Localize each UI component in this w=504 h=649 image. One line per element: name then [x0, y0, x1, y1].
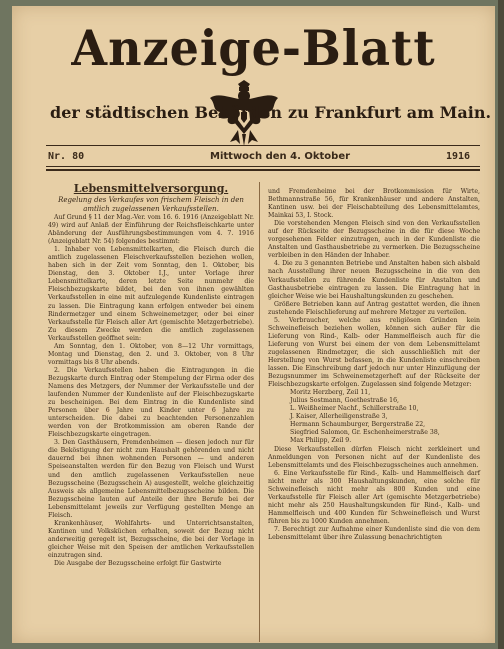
right-column [268, 188, 480, 542]
butcher-entry: Hermann Schaumburger, Bergerstraße 22, [290, 421, 426, 429]
paragraph: 1. Inhaber von Lebensmittelkarten, die Fleisch durch die amtlich zugelassenen Fleischverkaufsstellen beziehen wollen, haben sich in der Zeit vom Sonntag, den 1. Oktober, bis Dienstag, den 3. Oktober I.J., unter Vorlage ihrer Lebensmittelkarte, deren letzte Seite nunmehr die Fleischbezugskarte bildet, bei den von ihnen gewählten Verkaufsstellen in eine mit aufzulegende Kundenliste eintragen zu lassen. Die Eintragung kann erfolgen entweder bei einem Rindermetzger und einem Schweinemetzger, oder bei einer Verkaufsstelle für Fleisch aller Art (gemischte Metzgerbetriebe). Zu diesem Zwecke werden die amtlich zugelassenen Verkaufsstellen geöffnet sein: [48, 246, 254, 342]
paragraph: Am Sonntag, den 1. Oktober, von 8—12 Uhr vormittags, Montag und Dienstag, den 2. und 3. Oktober, von 8 Uhr vormittags bis 8 Uhr abends. [48, 342, 254, 366]
masthead-title: Anzeige-Blatt [71, 19, 436, 77]
butcher-entry: Julius Sostmann, Goethestraße 16, [290, 397, 400, 405]
issue-year: 1916 [446, 151, 471, 162]
newspaper-page [12, 6, 495, 643]
paragraph: 4. Die zu 3 genannten Betriebe und Anstalten haben sich alsbald nach Ausstellung ihrer neuen Bezugsscheine in die von den Verkaufsstellen zu führende Kundenliste für Anstalten und Gasthausbetriebe eintragen zu lassen. Die Eintragung hat in gleicher Weise wie bei Haushaltungskunden zu geschehen. [268, 260, 480, 300]
header-rule-double [46, 169, 480, 171]
paragraph: 2. Die Verkaufsstellen haben die Eintragungen in die Bezugskarte durch Eintrag oder Stempelung der Firma oder des Namens des Metzgers, der Nummer der Verkaufsstelle und der laufenden Nummer der Kundenliste auf der Fleischbezugskarte zu bescheinigen. Bei dem Eintrag in die Kundenliste sind Personen über 6 Jahre und Kinder unter 6 Jahre zu unterscheiden. Die dabei zu beachtenden Personenzahlen werden von der Brotkommission am oberen Rande der Fleischbezugskarte eingetragen. [48, 366, 254, 439]
butcher-entry: Max Philipp, Zeil 9. [290, 437, 352, 445]
paragraph: 5. Verbraucher, welche aus religiösen Gründen kein Schweinefleisch beziehen wollen, können sich außer für die Lieferung von Rind-, Kalb- oder Hammelfleisch auch für die Lieferung von Wurst bei einem der von dem Lebensmittelamt zugelassenen Rindmetzger, die sich ausschließlich mit der Herstellung von Wurst befassen, in die Kundenliste einschreiben lassen. Die Einschreibung darf jedoch nur unter Hinzufügung der Bezugsnummer im Schweinemetzgerheft auf der Rückseite der Fleischbezugskarte erfolgen. Zugelassen sind folgende Metzger: [268, 316, 480, 389]
paragraph: Auf Grund § 11 der Mag.-Ver. vom 16. 6. 1916 (Anzeigeblatt Nr. 49) wird auf Anlaß der Einführung der Reichsfleischkarte unter Abänderung der Ausführungsbestimmungen vom 4. 7. 1916 (Anzeigeblatt Nr. 54) folgendes bestimmt: [48, 214, 254, 246]
butcher-entry: J. Kaiser, Allerheiligenstraße 3, [290, 413, 388, 421]
butcher-entry: L. Weißheimer Nachf., Schillerstraße 10, [290, 405, 419, 413]
butcher-entry: Moritz Herzberg, Zeil 11, [290, 389, 371, 397]
paragraph: Größere Betrieben kann auf Antrag gestattet werden, die ihnen zustehende Fleischlieferung auf mehrere Metzger zu verteilen. [268, 300, 480, 316]
paragraph: Krankenhäuser, Wohlfahrts- und Unterrichtsanstalten, Kantinen und Volksküchen erhalten, soweit der Bezug nicht anderweitig geregelt ist, Bezugsscheine, die bei der Vorlage in gleicher Weise mit den Speisen der amtlichen Verkaufsstellen einzutragen sind. [48, 519, 254, 559]
header-rule-bottom [46, 166, 480, 167]
butcher-entry: Siegfried Salomon, Gr. Eschenheimerstraße 38, [290, 429, 440, 437]
masthead-subtitle-right: zu Frankfurt am Main. [288, 103, 492, 122]
header-rule-top [46, 145, 480, 146]
left-column [48, 182, 254, 568]
page-edge [498, 0, 504, 649]
section-subtitle: Regelung des Verkaufes von frischem Fleisch in den amtlich zugelassenen Verkaufsstellen. [58, 196, 244, 213]
paragraph: 6. Eine Verkaufsstelle für Rind-, Kalb- und Hammelfleisch darf nicht mehr als 300 Haushaltungskunden, eine solche für Schweinefleisch nicht mehr als 800 Kunden und eine Verkaufsstelle für Fleisch aller Art (gemischte Metzgerbetriebe) nicht mehr als 250 Haushaltungskunden für Rind-, Kalb- und Hammelfleisch und 400 Kunden für Schweinefleisch und Wurst führen bis zu 1000 Kunden annehmen. [268, 469, 480, 525]
paragraph: Die Ausgabe der Bezugsscheine erfolgt für Gastwirte [54, 560, 222, 568]
masthead-subtitle-left: der städtischen Behörden [50, 103, 282, 122]
paragraph: Diese Verkaufsstellen dürfen Fleisch nicht zerkleinert und Anmeldungen von Personen nicht auf der Kundenliste des Lebensmittelamts und des Fleischbezugsscheines auch annehmen. [268, 445, 480, 469]
issue-number: Nr. 80 [48, 151, 85, 162]
paragraph: 7. Berechtigt zur Aufnahme einer Kundenliste sind die von dem Lebensmittelamt über ihre Zulassung benachrichtigten [268, 525, 480, 542]
paragraph: und Fremdenheime bei der Brotkommission für Wirte, Bethmannstraße 56, für Krankenhäuser und andere Anstalten, Kantinen usw. bei der Fleischabteilung des Lebensmittelamtes, Mainkai 53, I. Stock. [268, 188, 480, 220]
paragraph: Die vorstehenden Mengen Fleisch sind von den Verkaufsstellen auf der Rückseite der Bezugsscheine in die für diese Woche vorgesehenen Felder einzutragen, auch in der Kundenliste die Anstalten und Gasthausbetriebe zu vermerken. Die Bezugsscheine verbleiben in den Händen der Inhaber. [268, 220, 480, 260]
paragraph: 3. Den Gasthäusern, Fremdenheimen — diesen jedoch nur für die Beköstigung der nicht zum Haushalt gehörenden und nicht dauernd bei ihnen wohnenden Personen — und anderen Speiseanstalten werden für den Bezug von Fleisch und Wurst und den amtlich zugelassenen Verkaufsstellen neue Bezugsscheine (Bezugsschein A) ausgestellt, welche gleichzeitig Ausweis als allgemeine Lebensmittelbezugsscheine bilden. Die Bezugsscheine lauten auf Anteile der ihre Berufe bei der Lebensmittelamt jeweils zur Verfügung gestellten Menge an Fleisch. [48, 439, 254, 519]
issue-date: Mittwoch den 4. Oktober [210, 151, 351, 162]
section-title: Lebensmittelversorgung. [73, 182, 229, 195]
column-divider [259, 182, 260, 642]
